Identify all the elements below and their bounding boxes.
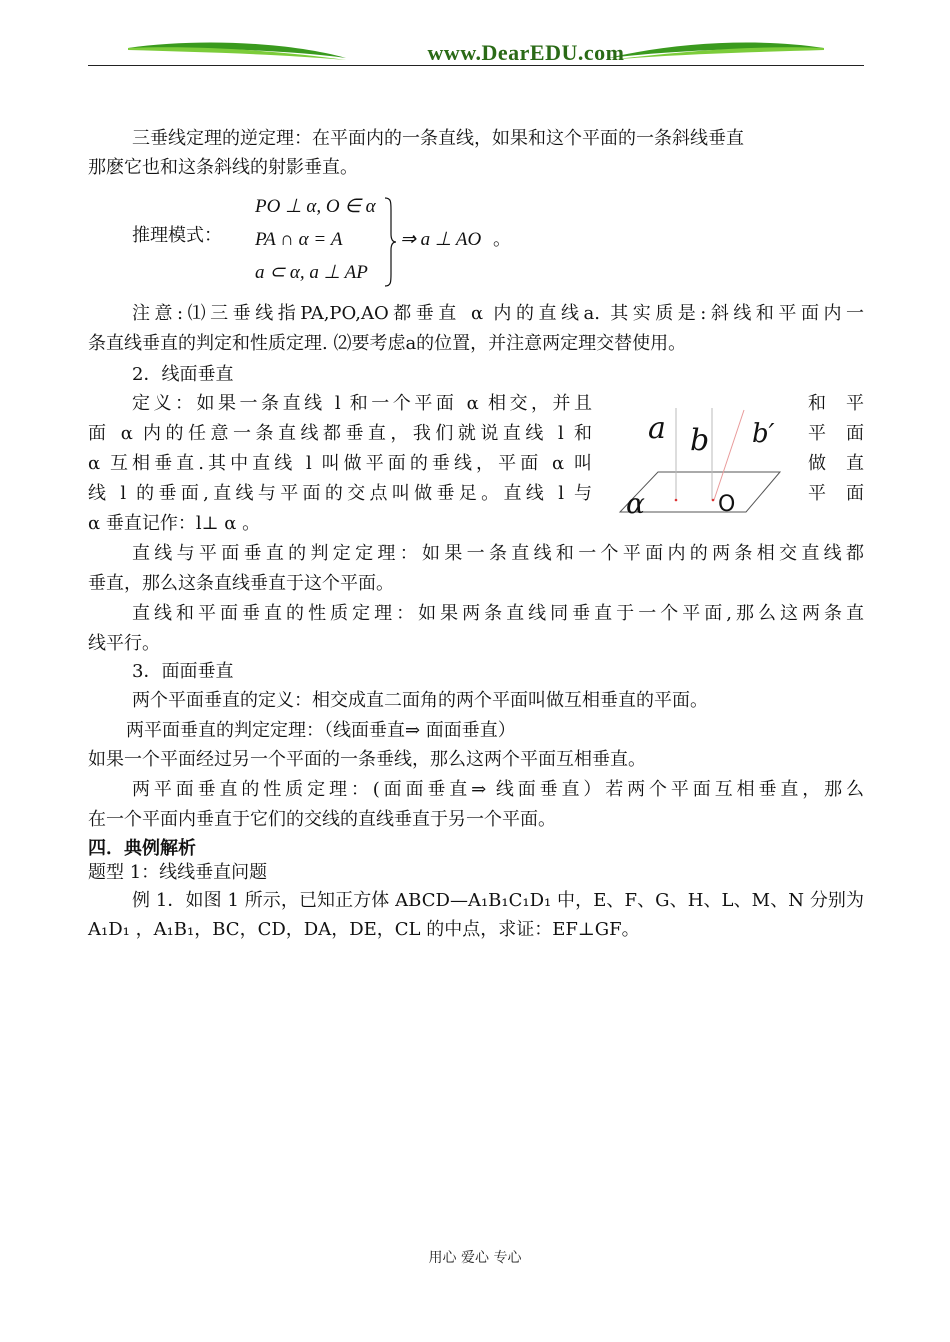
- plane-perp-property-line2: 在一个平面内垂直于它们的交线的直线垂直于另一个平面。: [88, 809, 556, 830]
- judgment-theorem-line2: 垂直，那么这条直线垂直于这个平面。: [88, 573, 394, 594]
- example1-line2: A₁D₁ ，A₁B₁，BC，CD，DA，DE，CL 的中点，求证：EF⊥GF。: [88, 919, 640, 940]
- reasoning-end-mark: 。: [493, 229, 511, 250]
- site-logo-text: www.DearEDU.com: [427, 40, 625, 65]
- reasoning-conclusion: ⇒ a ⊥ AO: [400, 229, 482, 250]
- example1-line1: 例 1．如图 1 所示，已知正方体 ABCD—A₁B₁C₁D₁ 中，E、F、G、H、L、M、N 分别为: [132, 890, 864, 911]
- definition-line5: α 垂直记作：l⊥ α 。: [88, 513, 261, 534]
- definition-right-col-4: 平 面: [808, 483, 864, 504]
- section2-title: 2．线面垂直: [132, 364, 234, 385]
- inverse-theorem-line2: 那麽它也和这条斜线的射影垂直。: [88, 157, 358, 178]
- property-theorem-line1: 直线和平面垂直的性质定理：如果两条直线同垂直于一个平面,那么这两条直: [132, 603, 864, 624]
- point-o: [712, 499, 715, 502]
- reasoning-condition-3: a ⊂ α, a ⊥ AP: [255, 262, 368, 283]
- section3-title: 3．面面垂直: [132, 661, 234, 682]
- plane-perp-judgment-body: 如果一个平面经过另一个平面的一条垂线，那么这两个平面互相垂直。: [88, 749, 646, 770]
- definition-line1: 定义：如果一条直线 l 和一个平面 α 相交，并且: [132, 393, 592, 414]
- page-footer: 用心 爱心 专心: [428, 1250, 522, 1266]
- inverse-theorem-line1: 三垂线定理的逆定理：在平面内的一条直线，如果和这个平面的一条斜线垂直: [132, 128, 744, 149]
- figure-label-b-prime: b′: [752, 419, 775, 449]
- figure-label-alpha: α: [626, 487, 645, 520]
- plane-perp-definition: 两个平面垂直的定义：相交成直二面角的两个平面叫做互相垂直的平面。: [132, 690, 708, 711]
- figure-label-a: a: [648, 411, 666, 446]
- judgment-theorem-line1: 直线与平面垂直的判定定理：如果一条直线和一个平面内的两条相交直线都: [132, 543, 864, 564]
- definition-right-col-3: 做 直: [808, 453, 864, 474]
- definition-line4: 线 l 的垂面,直线与平面的交点叫做垂足。直线 l 与: [88, 483, 592, 504]
- definition-line2: 面 α 内的任意一条直线都垂直，我们就说直线 l 和: [88, 423, 592, 444]
- definition-right-col-1: 和 平: [808, 393, 864, 414]
- reasoning-condition-1: PO ⊥ α, O ∈ α: [255, 196, 376, 217]
- point-a-foot: [675, 499, 678, 502]
- property-theorem-line2: 线平行。: [88, 633, 160, 654]
- definition-right-col-2: 平 面: [808, 423, 864, 444]
- reasoning-condition-2: PA ∩ α = A: [255, 229, 343, 250]
- note-line1: 注意:⑴三垂线指PA,PO,AO都垂直 α 内的直线a. 其实质是:斜线和平面内一: [132, 303, 864, 324]
- problem-type-1: 题型 1：线线垂直问题: [88, 862, 268, 883]
- figure-label-b: b: [690, 423, 710, 458]
- header-divider: [88, 65, 864, 66]
- plane-perp-property-line1: 两平面垂直的性质定理：(面面垂直⇒ 线面垂直）若两个平面互相垂直，那么: [132, 779, 864, 800]
- right-brace: [383, 196, 397, 288]
- page-header: [88, 28, 864, 70]
- definition-line3: α 互相垂直.其中直线 l 叫做平面的垂线，平面 α 叫: [88, 453, 592, 474]
- figure-label-o: O: [718, 492, 736, 517]
- line-b-prime: [714, 410, 744, 500]
- section4-title: 四．典例解析: [88, 838, 196, 859]
- reasoning-label: 推理模式：: [132, 225, 222, 246]
- plane-perp-judgment-title: 两平面垂直的判定定理：（线面垂直⇒ 面面垂直）: [126, 720, 516, 741]
- note-line2: 条直线垂直的判定和性质定理. ⑵要考虑a的位置，并注意两定理交替使用。: [88, 333, 687, 354]
